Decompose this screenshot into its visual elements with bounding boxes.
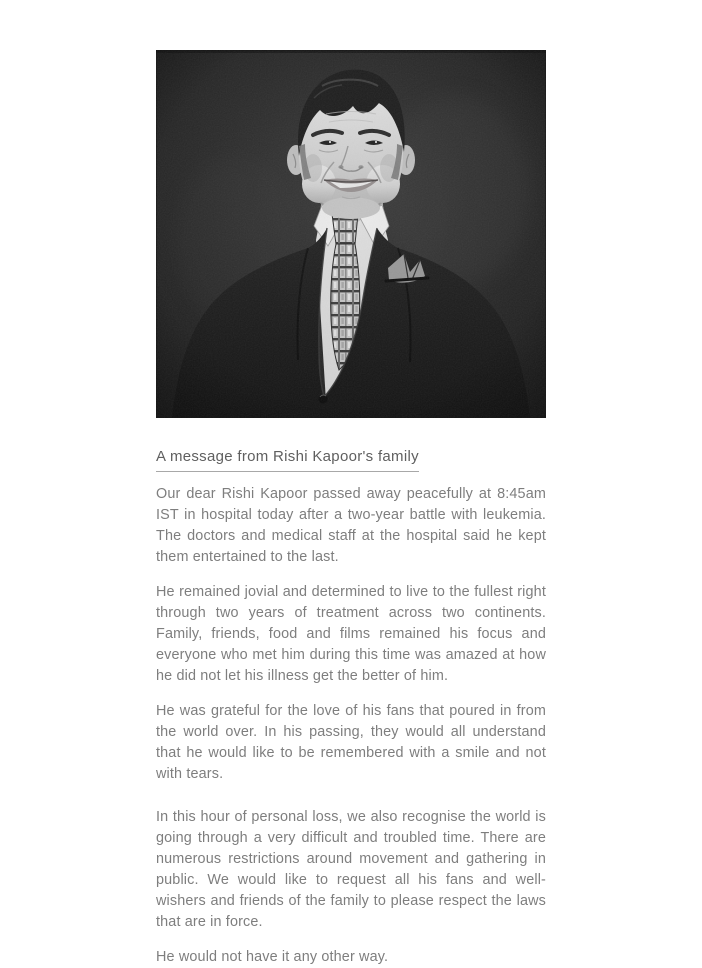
- message-block: [156, 447, 546, 968]
- portrait-illustration: [156, 50, 546, 418]
- paragraph-1: Our dear Rishi Kapoor passed away peacefully at 8:45am IST in hospital today after a two-year battle with leukemia. The doctors and medical staff at the hospital said he kept them entertained to the last.: [156, 486, 546, 565]
- paragraph-4: In this hour of personal loss, we also recognise the world is going through a very difficult and troubled time. There are numerous restrictions around movement and gathering in public. We would like to request all his fans and well-wishers and friends of the family to please respect the laws that are in force.: [156, 809, 546, 930]
- paragraph-5: He would not have it any other way.: [156, 949, 389, 965]
- message-title: [156, 447, 546, 472]
- paragraph-3: He was grateful for the love of his fans that poured in from the world over. In his passing, they would all understand that he would like to be remembered with a smile and not with tears.: [156, 703, 546, 782]
- message-title-text: A message from Rishi Kapoor's family: [156, 447, 419, 472]
- portrait-photo: [156, 50, 546, 418]
- paragraph-2: He remained jovial and determined to live to the fullest right through two years of treatment across two continents. Family, friends, food and films remained his focus and everyone who met him during this time was amazed at how he did not let his illness get the better of him.: [156, 584, 546, 684]
